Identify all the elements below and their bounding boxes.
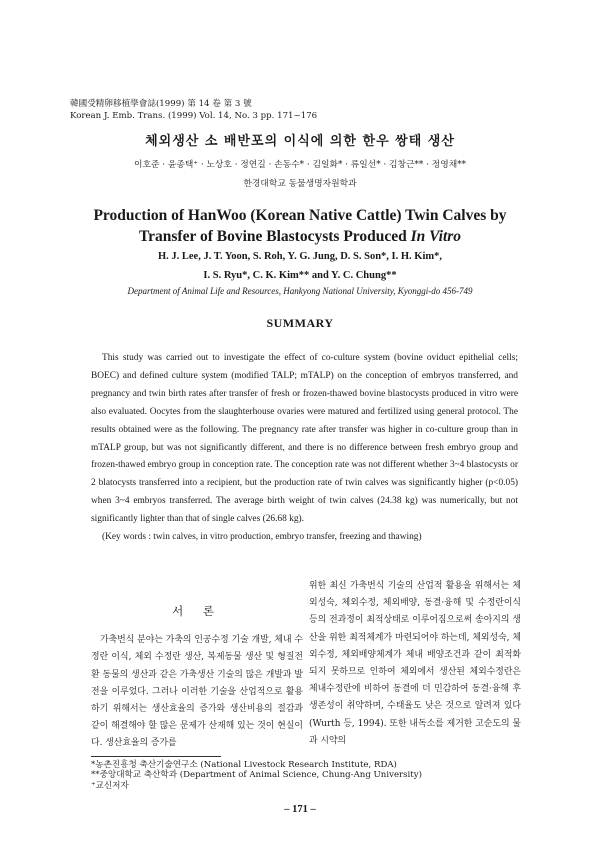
english-department: Department of Animal Life and Resources, Hankyong National University, Kyonggi-do 456-749 [127, 286, 473, 296]
footnotes [91, 760, 422, 791]
intro-left-text: 가축번식 분야는 가축의 인공수정 기술 개발, 체내 수정란 이식, 체외 수정란 생산, 복제동물 생산 및 형질전환 동물의 생산과 같은 가축생산 기술의 많은 개발과 발전을 이루었다. 그러나 이러한 기술을 산업적으로 활용하기 위해서는 생산효율의 증가와 생산비용의 절감과 같이 해결해야 할 많은 문제가 산재해 있는 것이 현실이다. 생산효율의 증가를 [91, 635, 303, 749]
footnote-chungang: **중앙대학교 축산학과 (Department of Animal Science, Chung-Ang University) [91, 770, 422, 781]
english-authors-line1: H. J. Lee, J. T. Yoon, S. Roh, Y. G. Jung, D. S. Son*, I. H. Kim*, [157, 251, 443, 262]
intro-left-column [91, 603, 303, 753]
page-number: – 171 – [284, 804, 316, 815]
summary-keywords: (Key words : twin calves, in vitro production, embryo transfer, freezing and thawing) [102, 532, 422, 543]
english-title [0, 205, 600, 247]
korean-authors: 이호준 · 윤종택⁺ · 노상호 · 정연길 · 손동수* · 김일화* · 류일선* · 김창근** · 정영채** [134, 160, 466, 170]
journal-citation [70, 98, 317, 122]
summary-body [91, 350, 518, 547]
journal-citation-korean: 韓國受精卵移植學會誌(1999) 第 14 卷 第 3 號 [70, 99, 252, 109]
korean-affiliation: 한경대학교 동물생명자원학과 [243, 179, 357, 189]
intro-heading: 서 론 [172, 604, 222, 618]
english-authors-line2: I. S. Ryu*, C. K. Kim** and Y. C. Chung** [203, 270, 397, 281]
footnote-divider [91, 756, 221, 757]
footnote-corresponding: ⁺교신저자 [91, 780, 129, 791]
english-title-line2-text: Transfer of Bovine Blastocysts Produced [138, 228, 407, 245]
journal-citation-english: Korean J. Emb. Trans. (1999) Vol. 14, No. 3 pp. 171~176 [70, 111, 318, 121]
english-title-line2 [0, 226, 600, 247]
footnote-nlri: *농촌진흥청 축산기술연구소 (National Livestock Research Institute, RDA) [91, 760, 397, 770]
summary-paragraph: This study was carried out to investigate the effect of co-culture system (bovine oviduct epithelial cells; BOEC) and defined culture system (modified TALP; mTALP) on the conception of embryos transferred, and pregnancy and twin birth rates after transfer of fresh or frozen-thawed bovine blastocysts produced in vitro were also evaluated. Oocytes from the slaughterhouse ovaries were matured and fertilized using general protocol. The results obtained were as the following. The pregnancy rate after transfer was higher in co-culture group than in mTALP group, but was not significantly different, and there is no difference between fresh embryo group and frozen-thawed embryo group in conception rate. The conception rate was not different whether 3~4 blastocysts or 2 blatocysts transferred into a recipient, but the production rate of twin calves was significantly higher (p<0.05) when 3~4 embryos transferred. The average birth weight of twin calves (24.38 kg) was numerically, but not significantly lighter than that of single calves (26.68 kg). [91, 353, 518, 525]
english-title-italic: In Vitro [410, 228, 462, 245]
intro-right-text: 위한 최신 가축번식 기술의 산업적 활용을 위해서는 체외성숙, 체외수정, 체외배양, 동결·융해 및 수정란이식 등의 전과정이 최적상태로 이루어짐으로써 송아지의 생산을 위한 최적체계가 마련되어야 하는데, 체외성숙, 체외수정, 체외배양체계가 체내 배양조건과 같이 최적화되지 못하므로 인하여 체외에서 생산된 체외수정란은 체내수정란에 비하여 동결에 더 민감하여 동결·융해 후 생존성이 취약하며, 수태율도 낮은 것으로 알려져 있다 (Wurth 등, 1994). 또한 내독소를 제거한 고순도의 물과 시약의 [309, 581, 521, 746]
english-title-line1: Production of HanWoo (Korean Native Cattle) Twin Calves by [93, 207, 507, 224]
intro-right-column [309, 578, 521, 750]
english-authors [0, 247, 600, 285]
korean-title: 체외생산 소 배반포의 이식에 의한 한우 쌍태 생산 [145, 134, 455, 149]
summary-heading: SUMMARY [266, 316, 334, 330]
